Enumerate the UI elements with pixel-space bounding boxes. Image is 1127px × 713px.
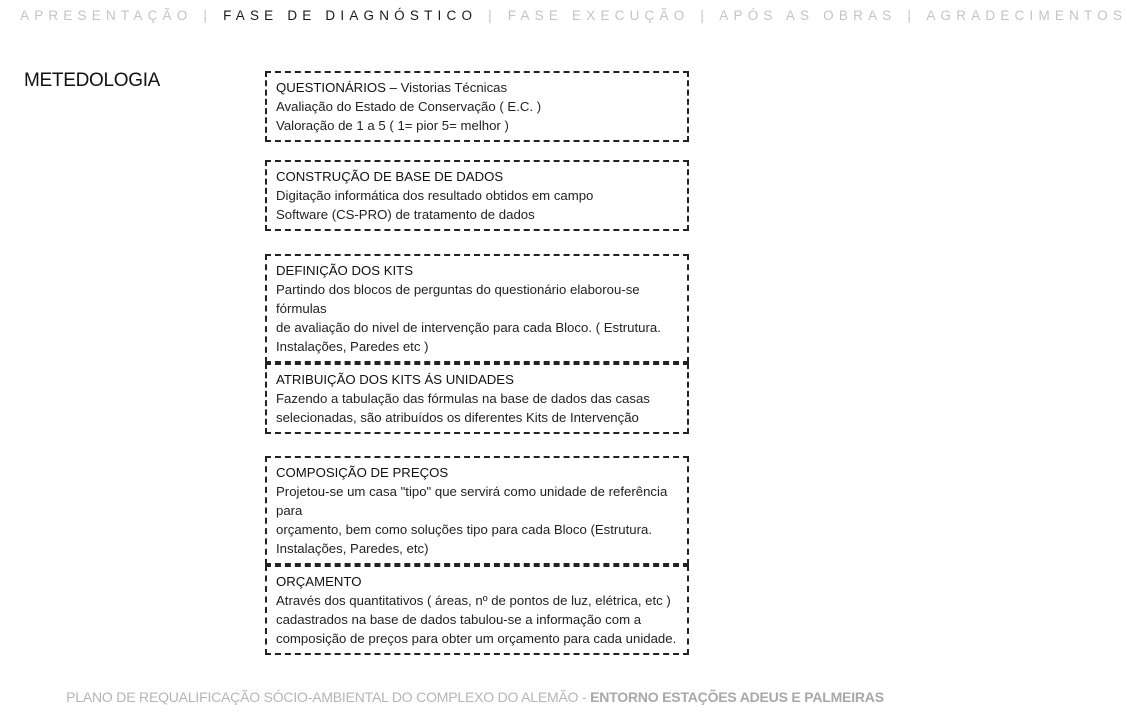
nav-item-apresentacao[interactable]: APRESENTAÇÃO (20, 8, 193, 23)
step-title: COMPOSIÇÃO DE PREÇOS (276, 465, 449, 480)
step-line: composição de preços para obter um orçamento para cada unidade. (276, 631, 677, 646)
step-title: ATRIBUIÇÃO DOS KITS ÁS UNIDADES (276, 372, 514, 387)
nav-separator: | (488, 8, 497, 23)
step-box-atribuicao-kits (265, 363, 689, 434)
nav-separator: | (907, 8, 917, 23)
step-box-definicao-kits (265, 254, 689, 363)
footer-project-title: PLANO DE REQUALIFICAÇÃO SÓCIO-AMBIENTAL DO COMPLEXO DO ALEMÃO (66, 689, 579, 705)
nav-item-agradecimentos[interactable]: AGRADECIMENTOS (926, 8, 1127, 23)
step-line: Digitação informática dos resultado obtidos em campo (276, 188, 594, 203)
nav-item-apos-as-obras[interactable]: APÓS AS OBRAS (719, 8, 897, 23)
step-line: Projetou-se um casa "tipo" que servirá como unidade de referência para (276, 484, 668, 518)
step-title: ORÇAMENTO (276, 574, 362, 589)
nav-separator: | (203, 8, 213, 23)
step-subtitle: Vistorias Técnicas (396, 80, 508, 95)
step-line: Instalações, Paredes etc ) (276, 339, 429, 354)
step-box-orcamento (265, 565, 689, 655)
step-line: Instalações, Paredes, etc) (276, 541, 429, 556)
step-line: Fazendo a tabulação das fórmulas na base de dados das casas (276, 391, 650, 406)
step-line: cadastrados na base de dados tabulou-se a informação com a (276, 612, 642, 627)
step-line: selecionadas, são atribuídos os diferentes Kits de Intervenção (276, 410, 639, 425)
page-footer (0, 689, 950, 705)
step-box-composicao-precos (265, 456, 689, 565)
footer-highlight: ENTORNO ESTAÇÕES ADEUS E PALMEIRAS (590, 689, 884, 705)
top-navigation (20, 8, 1127, 23)
section-title: METEDOLOGIA (24, 70, 161, 91)
footer-separator: - (578, 689, 591, 705)
nav-separator: | (700, 8, 710, 23)
step-line: orçamento, bem como soluções tipo para cada Bloco (Estrutura. (276, 522, 653, 537)
step-line: Partindo dos blocos de perguntas do questionário elaborou-se fórmulas (276, 282, 640, 316)
step-title: DEFINIÇÃO DOS KITS (276, 263, 414, 278)
step-line: Através dos quantitativos ( áreas, nº de pontos de luz, elétrica, etc ) (276, 593, 671, 608)
step-title: CONSTRUÇÃO DE BASE DE DADOS (276, 169, 504, 184)
step-line: Avaliação do Estado de Conservação ( E.C. ) (276, 99, 542, 114)
step-line: Valoração de 1 a 5 ( 1= pior 5= melhor ) (276, 118, 509, 133)
step-box-construcao-base-dados (265, 160, 689, 231)
step-line: Software (CS-PRO) de tratamento de dados (276, 207, 535, 222)
step-line: de avaliação do nivel de intervenção para cada Bloco. ( Estrutura. (276, 320, 661, 335)
step-box-questionarios (265, 71, 689, 142)
nav-item-fase-diagnostico[interactable]: FASE DE DIAGNÓSTICO (223, 8, 478, 23)
nav-item-fase-execucao[interactable]: FASE EXECUÇÃO (507, 8, 690, 23)
step-title: QUESTIONÁRIOS – (276, 80, 397, 95)
